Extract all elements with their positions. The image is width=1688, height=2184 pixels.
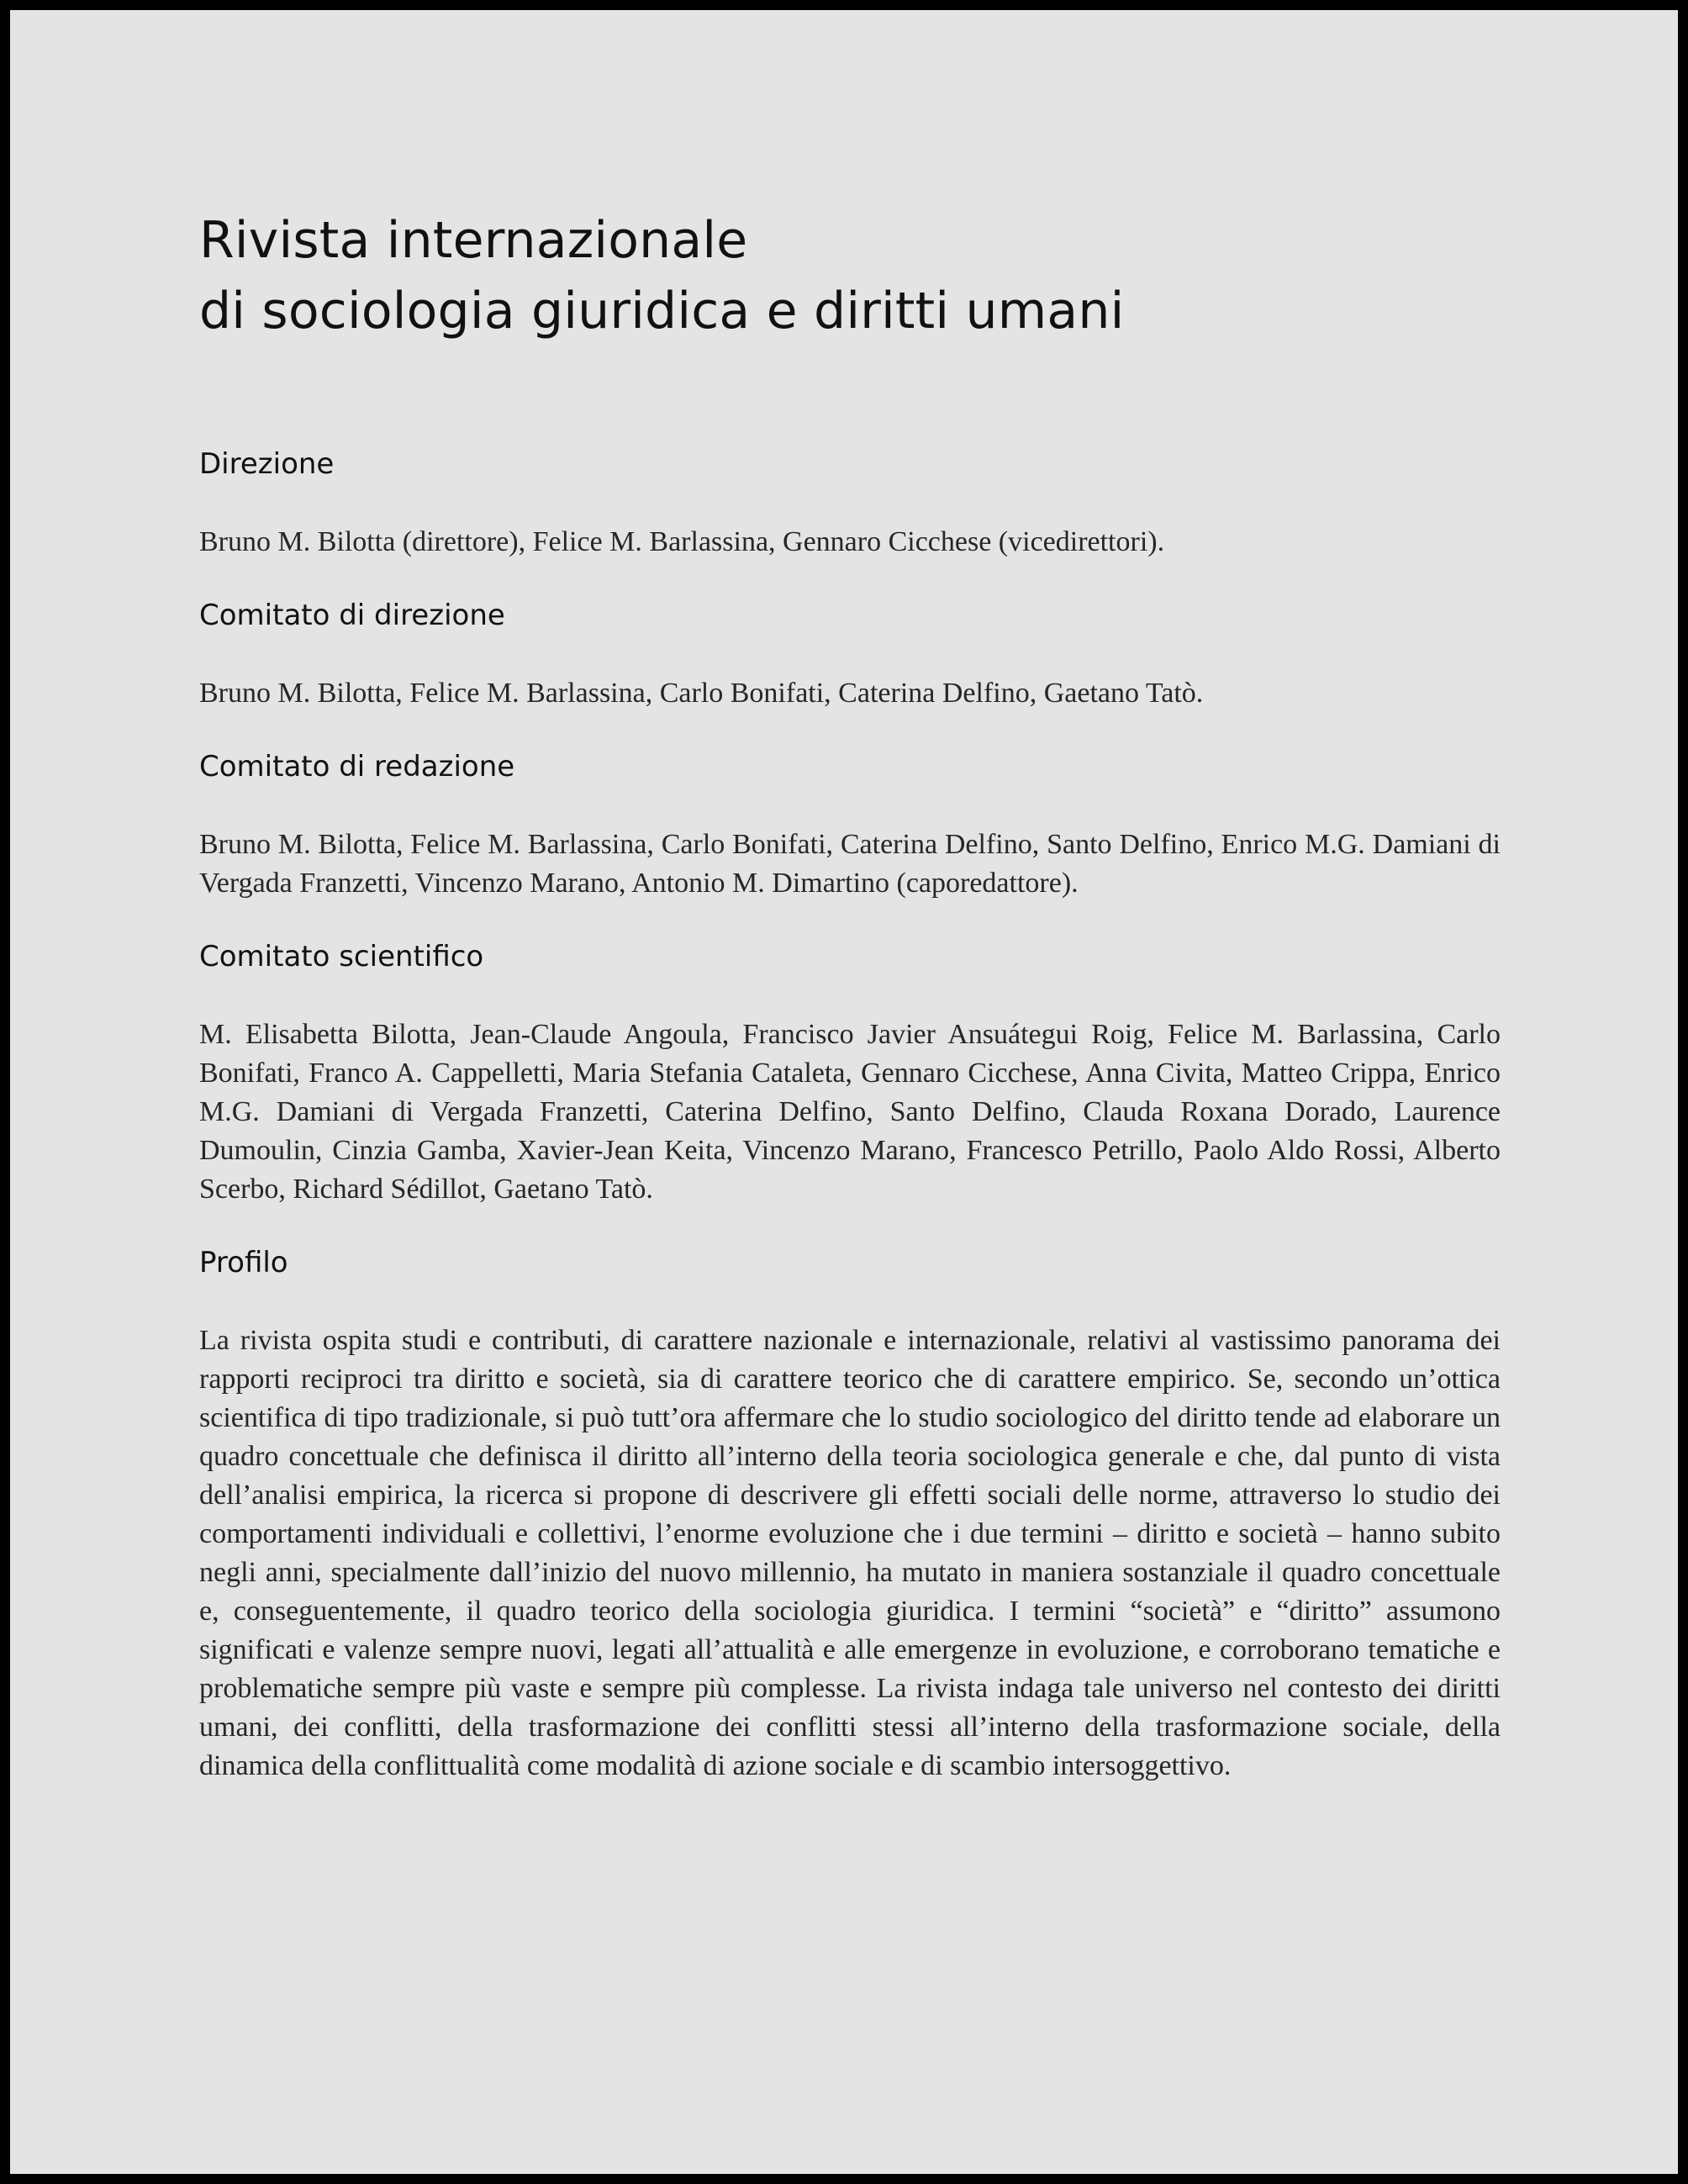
section-heading-comitato-direzione: Comitato di direzione — [199, 599, 505, 632]
section-text-comitato-direzione: Bruno M. Bilotta, Felice M. Barlassina, Carlo Bonifati, Caterina Delfino, Gaetano Tatò. — [199, 678, 1204, 709]
section-text-direzione: Bruno M. Bilotta (direttore), Felice M. Barlassina, Gennaro Cicchese (vicedirettori). — [199, 526, 1165, 557]
page-content — [199, 205, 1501, 1786]
section-heading-profilo: Profilo — [199, 1246, 288, 1279]
title-line-2: di sociologia giuridica e diritti umani — [199, 282, 1125, 340]
document-page — [10, 10, 1678, 2174]
section-text-profilo: La rivista ospita studi e contributi, di carattere nazionale e internazionale, relativi al vastissimo panorama dei rapporti reciproci tra diritto e società, sia di carattere teorico che di carattere empirico. Se, secondo un’ottica scientifica di tipo tradizionale, si può tutt’ora affermare che lo studio sociologico del diritto tende ad elaborare un quadro concettuale che definisca il diritto all’interno della teoria sociologica generale e che, dal punto di vista dell’analisi empirica, la ricerca si propone di descrivere gli effetti sociali delle norme, attraverso lo studio dei comportamenti individuali e collettivi, l’enorme evoluzione che i due termini – diritto e società – hanno subito negli anni, specialmente dall’inizio del nuovo millennio, ha mutato in maniera sostanziale il quadro concettuale e, conseguentemente, il quadro teorico della sociologia giuridica. I termini “società” e “diritto” assumono significati e valenze sempre nuovi, legati all’attualità e alle emergenze in evoluzione, e corroborano tematiche e problematiche sempre più vaste e sempre più complesse. La rivista indaga tale universo nel contesto dei diritti umani, dei conflitti, della trasformazione dei conflitti stessi all’interno della trasformazione sociale, della dinamica della conflittualità come modalità di azione sociale e di scambio intersoggettivo. — [199, 1325, 1501, 1781]
section-text-comitato-scientifico: M. Elisabetta Bilotta, Jean-Claude Angoula, Francisco Javier Ansuátegui Roig, Felice M. Barlassina, Carlo Bonifati, Franco A. Cappelletti, Maria Stefania Cataleta, Gennaro Cicchese, Anna Civita, Matteo Crippa, Enrico M.G. Damiani di Vergada Franzetti, Caterina Delfino, Santo Delfino, Clauda Roxana Dorado, Laurence Dumoulin, Cinzia Gamba, Xavier-Jean Keita, Vincenzo Marano, Francesco Petrillo, Paolo Aldo Rossi, Alberto Scerbo, Richard Sédillot, Gaetano Tatò. — [199, 1019, 1501, 1205]
page-title — [199, 205, 1501, 346]
section-text-comitato-redazione: Bruno M. Bilotta, Felice M. Barlassina, Carlo Bonifati, Caterina Delfino, Santo Delfino, Enrico M.G. Damiani di Vergada Franzetti, Vincenzo Marano, Antonio M. Dimartino (caporedattore). — [199, 829, 1501, 899]
section-heading-comitato-scientifico: Comitato scientifico — [199, 940, 484, 973]
section-heading-direzione: Direzione — [199, 447, 335, 481]
title-line-1: Rivista internazionale — [199, 211, 748, 270]
section-heading-comitato-redazione: Comitato di redazione — [199, 750, 515, 783]
